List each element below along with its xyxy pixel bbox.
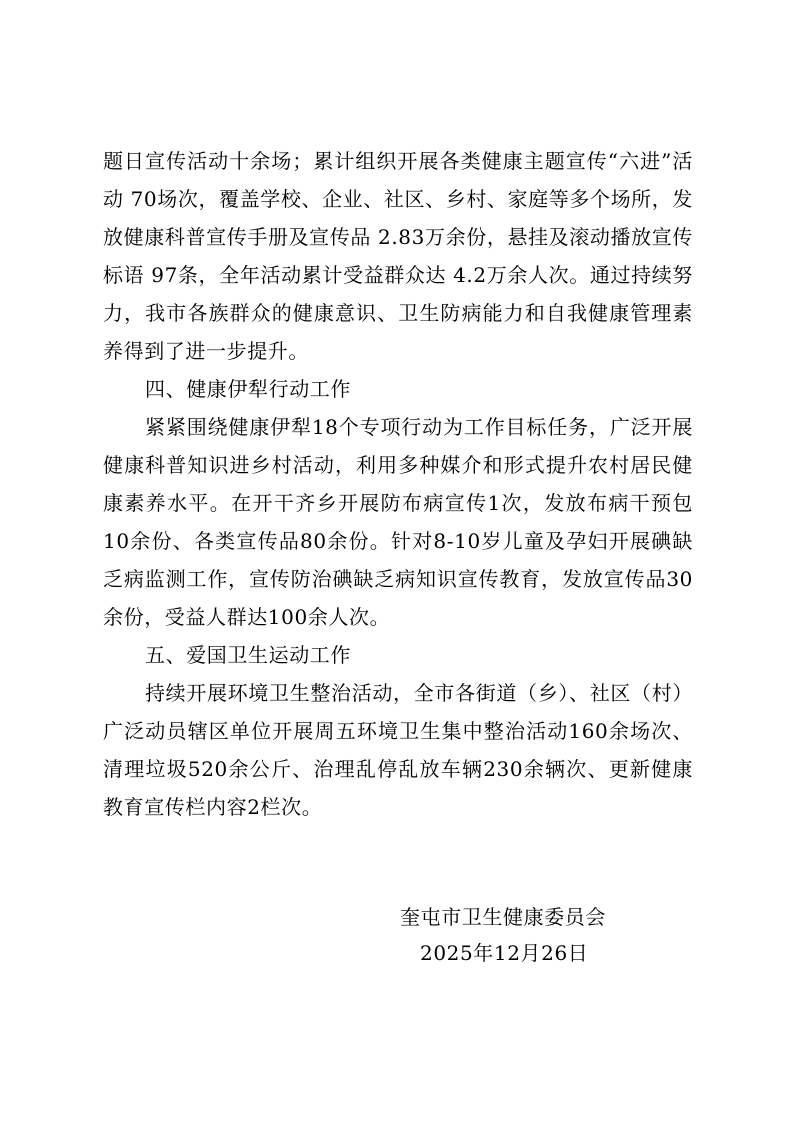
paragraph-healthy-yili: 紧紧围绕健康伊犁18个专项行动为工作目标任务，广泛开展健康科普知识进乡村活动，利用多种媒介和形式提升农村居民健康素养水平。在开干齐乡开展防布病宣传1次，发放布病干预包10余份、各类宣传品80余份。针对8-10岁儿童及孕妇开展碘缺乏病监测工作，宣传防治碘缺乏病知识宣传教育，发放宣传品30余份，受益人群达100余人次。 [103,415,693,629]
signature-date: 2025年12月26日 [420,941,589,965]
document-body [103,142,693,826]
signature-organization: 奎屯市卫生健康委员会 [400,905,606,929]
paragraph-health-promotion-continued: 题日宣传活动十余场；累计组织开展各类健康主题宣传“六进”活动 70场次，覆盖学校、企业、社区、乡村、家庭等多个场所，发放健康科普宣传手册及宣传品 2.83万余份，悬挂及滚动播放宣传标语 97条，全年活动累计受益群众达 4.2万余人次。通过持续努力，我市各族群众的健康意识、卫生防病能力和自我健康管理素养得到了进一步提升。 [103,149,693,363]
paragraph-patriotic-health: 持续开展环境卫生整治活动，全市各街道（乡）、社区（村）广泛动员辖区单位开展周五环境卫生集中整治活动160余场次、清理垃圾520余公斤、治理乱停乱放车辆230余辆次、更新健康教育宣传栏内容2栏次。 [103,681,693,819]
section-heading-healthy-yili: 四、健康伊犁行动工作 [145,377,351,401]
section-heading-patriotic-health: 五、爱国卫生运动工作 [145,643,351,667]
